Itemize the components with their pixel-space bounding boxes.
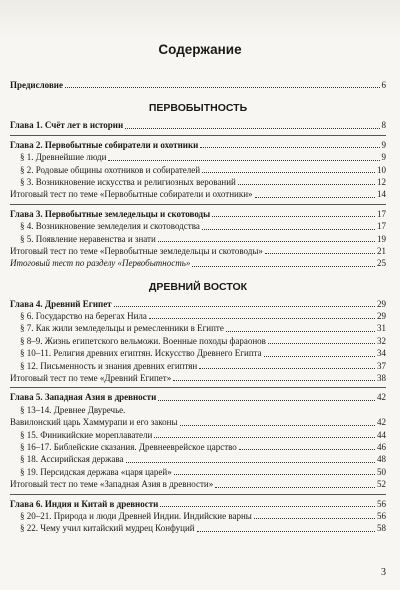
toc-test[interactable]	[10, 478, 386, 490]
dot-leader	[215, 487, 375, 488]
toc-item[interactable]	[10, 310, 386, 322]
dot-leader	[160, 506, 375, 507]
entry-page: 58	[377, 523, 386, 534]
page-title: Содержание	[158, 42, 242, 57]
entry-text: Вавилонский царь Хаммурапи и его законы	[10, 417, 178, 428]
dot-leader	[268, 343, 375, 344]
dot-leader	[158, 241, 375, 242]
entry-text: § 3. Возникновение искусства и религиозных верований	[20, 176, 236, 187]
entry-page: 46	[377, 441, 386, 452]
toc-item[interactable]	[10, 441, 386, 453]
toc-test[interactable]	[10, 245, 386, 257]
toc-item[interactable]	[10, 466, 386, 478]
entry-page: 25	[377, 258, 386, 269]
entry-page: 37	[377, 360, 386, 371]
divider	[10, 494, 386, 495]
entry-page: 44	[377, 429, 386, 440]
entry-text: Итоговый тест по теме «Первобытные собиратели и охотники»	[10, 189, 253, 200]
entry-page: 34	[377, 348, 386, 359]
entry-text: Глава 2. Первобытные собиратели и охотники	[10, 139, 199, 150]
toc-item[interactable]	[10, 151, 386, 163]
entry-text: § 4. Возникновение земледелия и скотоводства	[20, 221, 200, 232]
dot-leader	[174, 474, 375, 475]
section-heading: ДРЕВНИЙ ВОСТОК	[148, 280, 248, 293]
page-number: 3	[381, 567, 386, 578]
entry-page: 29	[377, 298, 386, 309]
toc-chapter[interactable]	[10, 139, 386, 151]
entry-text: Глава 4. Древний Египет	[10, 298, 112, 309]
dot-leader	[65, 87, 380, 88]
entry-page: 50	[377, 466, 386, 477]
entry-text: Предисловие	[10, 79, 63, 90]
toc-chapter[interactable]	[10, 119, 386, 131]
dot-leader	[173, 380, 375, 381]
entry-text: § 12. Письменность и знания древних египтян	[20, 360, 198, 371]
previous-page-bleed	[0, 0, 400, 38]
entry-text: § 20–21. Природа и люди Древней Индии. Индийские варны	[20, 510, 252, 521]
entry-page: 17	[377, 221, 386, 232]
entry-page: 42	[377, 392, 386, 403]
entry-page: 52	[377, 479, 386, 490]
entry-page: 56	[377, 510, 386, 521]
dot-leader	[212, 216, 375, 217]
dot-leader	[202, 229, 375, 230]
toc-chapter[interactable]	[10, 498, 386, 510]
entry-text: § 8–9. Жизнь египетского вельможи. Военные походы фараонов	[20, 335, 266, 346]
dot-leader	[238, 184, 375, 185]
entry-text: § 10–11. Религия древних египтян. Искусство Древнего Египта	[20, 348, 262, 359]
toc-entry-preface[interactable]	[10, 79, 386, 91]
toc-item-continuation[interactable]	[10, 416, 386, 428]
dot-leader	[265, 253, 375, 254]
dot-leader	[125, 128, 379, 129]
entry-page: 8	[381, 120, 386, 131]
entry-text: Итоговый тест по теме «Древний Египет»	[10, 373, 172, 384]
divider	[10, 204, 386, 205]
entry-text: § 2. Родовые общины охотников и собирателей	[20, 164, 201, 175]
entry-text: Итоговый тест по теме «Западная Азия в древности»	[10, 479, 214, 490]
dot-leader	[192, 266, 375, 267]
entry-page: 9	[381, 152, 386, 163]
divider	[10, 135, 386, 136]
entry-text: Глава 1. Счёт лет в истории	[10, 120, 124, 131]
dot-leader	[199, 368, 375, 369]
entry-text: Глава 5. Западная Азия в древности	[10, 392, 157, 403]
dot-leader	[197, 531, 375, 532]
toc-item[interactable]	[10, 176, 386, 188]
dot-leader	[158, 400, 375, 401]
entry-page: 12	[377, 176, 386, 187]
entry-page: 38	[377, 373, 386, 384]
toc-test[interactable]	[10, 372, 386, 384]
section-heading: ПЕРВОБЫТНОСТЬ	[148, 102, 248, 115]
entry-text: § 16–17. Библейские сказания. Древнееврейское царство	[20, 441, 237, 452]
toc-item[interactable]	[10, 453, 386, 465]
dot-leader	[114, 306, 375, 307]
entry-text: § 15. Финикийские мореплаватели	[20, 429, 153, 440]
entry-text: § 1. Древнейшие люди	[20, 152, 107, 163]
entry-page: 6	[381, 79, 386, 90]
entry-text: § 6. Государство на берегах Нила	[20, 311, 147, 322]
toc-item[interactable]	[10, 164, 386, 176]
entry-text: § 18. Ассирийская держава	[20, 454, 124, 465]
entry-page: 42	[377, 417, 386, 428]
entry-text: § 22. Чему учил китайский мудрец Конфуций	[20, 523, 195, 534]
entry-text: § 19. Персидская держава «царя царей»	[20, 466, 172, 477]
toc-section-test[interactable]	[10, 257, 386, 269]
entry-text: Глава 6. Индия и Китай в древности	[10, 498, 159, 509]
entry-text: § 7. Как жили земледельцы и ремесленники в Египте	[20, 323, 224, 334]
dot-leader	[180, 425, 375, 426]
toc-item[interactable]	[10, 220, 386, 232]
entry-page: 56	[377, 498, 386, 509]
divider	[10, 387, 386, 388]
entry-text: Итоговый тест по теме «Первобытные земледельцы и скотоводы»	[10, 245, 263, 256]
toc-chapter[interactable]	[10, 298, 386, 310]
toc-item[interactable]	[10, 360, 386, 372]
dot-leader	[226, 331, 375, 332]
dot-leader	[154, 437, 375, 438]
entry-text: Итоговый тест по разделу «Первобытность»	[10, 258, 191, 269]
toc-item[interactable]	[10, 335, 386, 347]
dot-leader	[202, 172, 375, 173]
entry-page: 14	[377, 189, 386, 200]
entry-page: 48	[377, 454, 386, 465]
dot-leader	[126, 462, 376, 463]
entry-page: 9	[381, 139, 386, 150]
entry-page: 17	[377, 208, 386, 219]
toc-item[interactable]	[10, 510, 386, 522]
table-of-contents	[10, 79, 386, 535]
toc-item[interactable]	[10, 347, 386, 359]
entry-page: 31	[377, 323, 386, 334]
dot-leader	[108, 160, 379, 161]
toc-item-first-line[interactable]: § 13–14. Древнее Двуречье.	[20, 404, 126, 415]
dot-leader	[264, 356, 375, 357]
dot-leader	[255, 197, 375, 198]
toc-item[interactable]	[10, 522, 386, 534]
entry-page: 10	[377, 164, 386, 175]
toc-chapter[interactable]	[10, 208, 386, 220]
dot-leader	[200, 147, 379, 148]
toc-item[interactable]	[10, 233, 386, 245]
dot-leader	[149, 318, 375, 319]
entry-page: 29	[377, 311, 386, 322]
entry-page: 19	[377, 233, 386, 244]
toc-item[interactable]	[10, 429, 386, 441]
entry-page: 32	[377, 335, 386, 346]
toc-test[interactable]	[10, 188, 386, 200]
dot-leader	[239, 449, 375, 450]
toc-item[interactable]	[10, 322, 386, 334]
entry-page: 21	[377, 245, 386, 256]
toc-chapter[interactable]	[10, 391, 386, 403]
dot-leader	[254, 518, 375, 519]
entry-text: Глава 3. Первобытные земледельцы и скотоводы	[10, 208, 211, 219]
entry-text: § 5. Появление неравенства и знати	[20, 233, 156, 244]
